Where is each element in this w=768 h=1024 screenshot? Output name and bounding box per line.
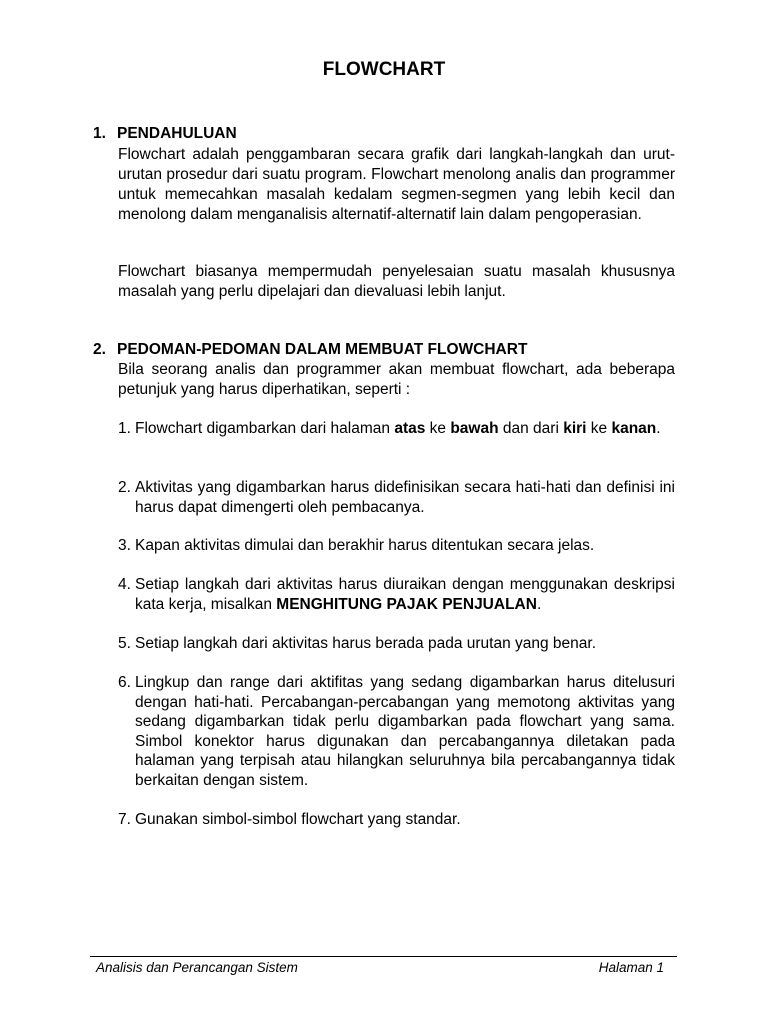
guideline-item-1: [118, 419, 675, 439]
guideline-text: Setiap langkah dari aktivitas harus berada pada urutan yang benar.: [135, 635, 597, 652]
section-heading-pedoman: [93, 340, 527, 360]
text-run: Flowchart digambarkan dari halaman: [135, 420, 395, 437]
guideline-text: Lingkup dan range dari aktifitas yang sedang digambarkan harus ditelusuri dengan hati-hati. Percabangan-percabangan yang memotong aktivitas yang sedang digambarkan tidak perlu digambarkan pada flowchart yang sama. Simbol konektor harus digunakan dan percabangannya diletakan pada halaman yang terpisah atau hilangkan seluruhnya bila percabangannya tidak berkaitan dengan sistem.: [135, 674, 675, 789]
section-number: 2.: [93, 341, 106, 358]
guideline-number: 5.: [118, 635, 131, 652]
guideline-number: 2.: [118, 479, 131, 496]
section-heading-pendahuluan: [93, 124, 237, 144]
bold-run: MENGHITUNG PAJAK PENJUALAN: [276, 595, 537, 613]
section-title: PEDOMAN-PEDOMAN DALAM MEMBUAT FLOWCHART: [117, 341, 528, 358]
document-title: FLOWCHART: [322, 59, 446, 80]
paragraph-pedoman-intro: Bila seorang analis dan programmer akan membuat flowchart, ada beberapa petunjuk yang harus diperhatikan, seperti :: [118, 361, 675, 398]
guideline-number: 6.: [118, 674, 131, 691]
footer-page-number: Halaman 1: [598, 960, 664, 975]
bold-run: kiri: [563, 420, 587, 437]
bold-run: atas: [394, 420, 426, 437]
text-run: ke: [425, 420, 451, 437]
guideline-text: [135, 419, 675, 439]
guideline-item-2: [118, 478, 675, 517]
text-run: .: [536, 595, 542, 613]
guideline-item-4: [118, 575, 675, 614]
section-title: PENDAHULUAN: [117, 125, 237, 142]
text-run: .: [656, 420, 661, 437]
text-run: dan dari: [498, 420, 564, 437]
guideline-text: Gunakan simbol-simbol flowchart yang standar.: [135, 811, 461, 828]
bold-run: kanan: [611, 420, 657, 437]
guideline-text: Kapan aktivitas dimulai dan berakhir harus ditentukan secara jelas.: [135, 537, 595, 554]
guideline-item-6: [118, 673, 675, 790]
guideline-text: Aktivitas yang digambarkan harus didefinisikan secara hati-hati dan definisi ini harus dapat dimengerti oleh pembacanya.: [135, 479, 675, 516]
guideline-item-3: [118, 536, 675, 556]
guideline-number: 4.: [118, 576, 131, 593]
section-number: 1.: [93, 125, 106, 142]
paragraph-pendahuluan-2: Flowchart biasanya mempermudah penyelesaian suatu masalah khususnya masalah yang perlu dipelajari dan dievaluasi lebih lanjut.: [118, 263, 675, 300]
guideline-item-7: [118, 810, 675, 830]
guideline-number: 7.: [118, 811, 131, 828]
guideline-number: 3.: [118, 537, 131, 554]
guideline-text: [135, 575, 675, 614]
guideline-number: 1.: [118, 420, 131, 437]
bold-run: bawah: [450, 420, 499, 437]
footer-divider: [90, 956, 677, 957]
text-run: Setiap langkah dari aktivitas harus diuraikan dengan menggunakan deskripsi kata kerja, misalkan: [135, 576, 675, 613]
footer-document-name: Analisis dan Perancangan Sistem: [96, 960, 298, 975]
guideline-item-5: [118, 634, 675, 654]
text-run: ke: [586, 420, 612, 437]
paragraph-pendahuluan-1: Flowchart adalah penggambaran secara grafik dari langkah-langkah dan urut-urutan prosedur dari suatu program. Flowchart menolong analis dan programmer untuk memecahkan masalah kedalam segmen-segmen yang lebih kecil dan menolong dalam menganalisis alternatif-alternatif lain dalam pengoperasian.: [118, 146, 675, 223]
